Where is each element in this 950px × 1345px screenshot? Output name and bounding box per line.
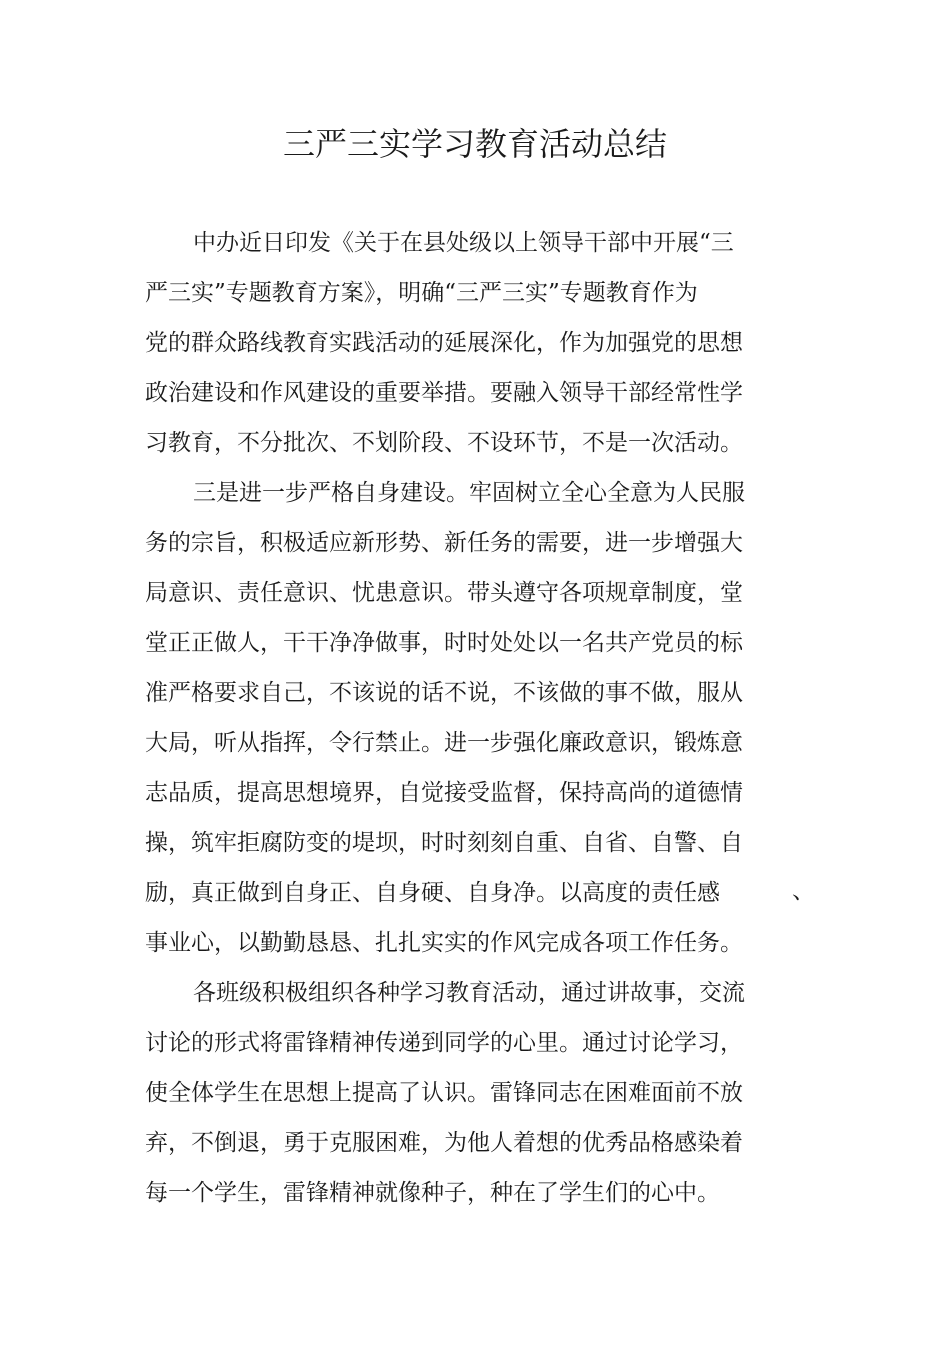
text-line: 大局，听从指挥，令行禁止。进一步强化廉政意识，锻炼意 [145, 730, 743, 756]
text-line: 志品质，提高思想境界，自觉接受监督，保持高尚的道德情 [145, 780, 743, 806]
stray-punctuation-mark: 、 [792, 878, 815, 904]
paragraph-3 [145, 968, 765, 1218]
text-line: 务的宗旨，积极适应新形势、新任务的需要，进一步增强大 [145, 530, 743, 556]
paragraph-1 [145, 218, 765, 468]
text-line: 弃，不倒退，勇于克服困难，为他人着想的优秀品格感染着 [145, 1130, 743, 1156]
text-line: 讨论的形式将雷锋精神传递到同学的心里。通过讨论学习， [145, 1030, 743, 1056]
text-line: 习教育，不分批次、不划阶段、不设环节，不是一次活动。 [145, 430, 743, 456]
text-line: 中办近日印发《关于在县处级以上领导干部中开展“三 [193, 230, 734, 256]
text-line: 严三实”专题教育方案》，明确“三严三实”专题教育作为 [145, 280, 698, 306]
text-line: 每一个学生，雷锋精神就像种子，种在了学生们的心中。 [145, 1180, 720, 1206]
text-line: 事业心，以勤勤恳恳、扎扎实实的作风完成各项工作任务。 [145, 930, 743, 956]
text-line: 操，筑牢拒腐防变的堤坝，时时刻刻自重、自省、自警、自 [145, 830, 743, 856]
text-line: 使全体学生在思想上提高了认识。雷锋同志在困难面前不放 [145, 1080, 743, 1106]
text-line: 局意识、责任意识、忧患意识。带头遵守各项规章制度，堂 [145, 580, 743, 606]
text-line: 准严格要求自己，不该说的话不说，不该做的事不做，服从 [145, 680, 743, 706]
text-line: 三是进一步严格自身建设。牢固树立全心全意为人民服 [193, 480, 745, 506]
paragraph-2 [145, 468, 765, 968]
text-line: 堂正正做人，干干净净做事，时时处处以一名共产党员的标 [145, 630, 743, 656]
document-body [145, 218, 765, 1218]
page-title: 三严三实学习教育活动总结 [282, 125, 667, 163]
text-line: 各班级积极组织各种学习教育活动，通过讲故事，交流 [193, 980, 745, 1006]
text-line: 政治建设和作风建设的重要举措。要融入领导干部经常性学 [145, 380, 743, 406]
text-line: 党的群众路线教育实践活动的延展深化，作为加强党的思想 [145, 330, 743, 356]
text-line: 励，真正做到自身正、自身硬、自身净。以高度的责任感 [145, 880, 720, 906]
